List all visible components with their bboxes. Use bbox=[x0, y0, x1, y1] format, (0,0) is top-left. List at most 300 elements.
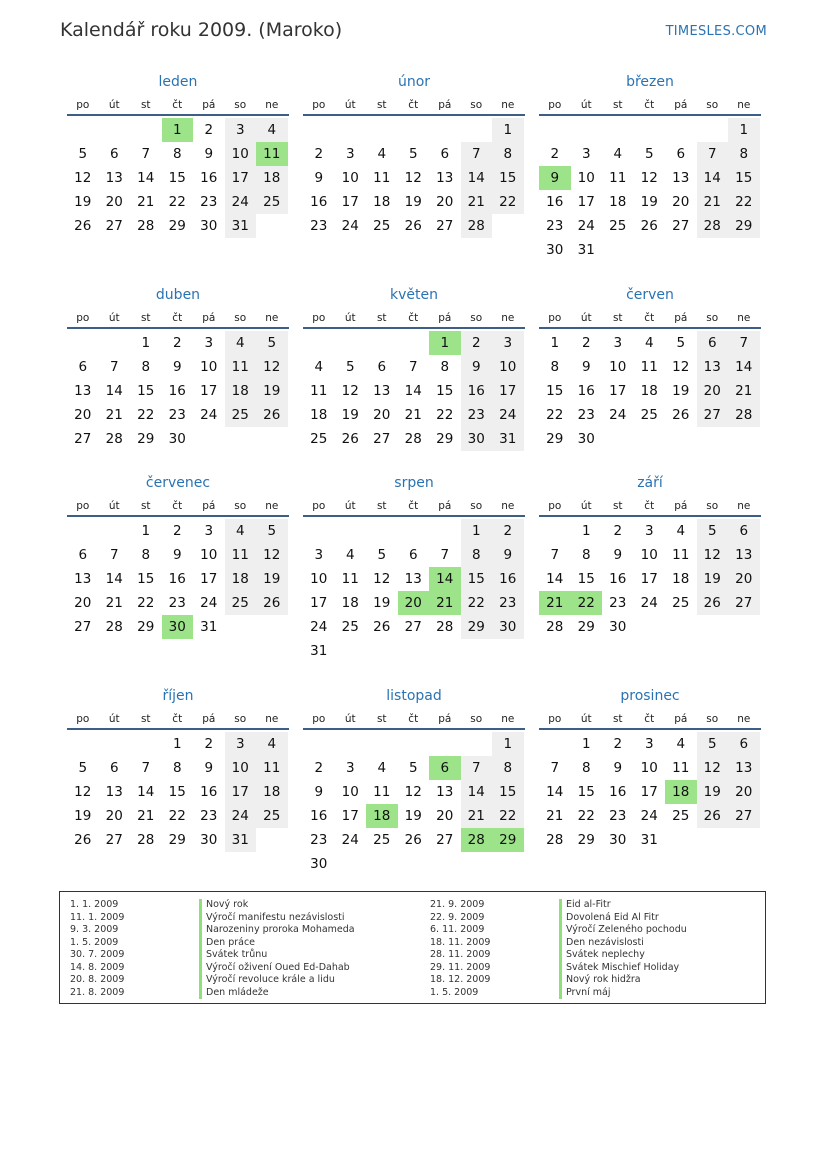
day-cell: 25 bbox=[640, 407, 658, 423]
weekday-label: út bbox=[344, 500, 356, 512]
empty-cell bbox=[429, 732, 461, 756]
weekday-label: so bbox=[470, 99, 483, 111]
day-cell: 19 bbox=[256, 567, 288, 591]
weekday-header bbox=[303, 710, 525, 730]
day-cell: 12 bbox=[404, 784, 422, 800]
day-cell: 26 bbox=[404, 218, 422, 234]
weekday-label: po bbox=[548, 713, 562, 725]
empty-cell bbox=[67, 519, 99, 543]
legend-date: 6. 11. 2009 bbox=[430, 924, 485, 935]
day-cell: 30 bbox=[200, 218, 218, 234]
weekday-header bbox=[67, 96, 289, 116]
day-cell: 23 bbox=[609, 595, 627, 611]
day-cell: 21 bbox=[461, 804, 493, 828]
weekday-label: ne bbox=[501, 99, 515, 111]
legend-holiday-name: Svátek Mischief Holiday bbox=[559, 962, 687, 975]
weekday-label: út bbox=[344, 99, 356, 111]
day-cell: 27 bbox=[672, 218, 690, 234]
holiday-legend bbox=[59, 891, 766, 1004]
day-cell: 27 bbox=[436, 832, 454, 848]
day-cell: 24 bbox=[341, 832, 359, 848]
day-cell: 21 bbox=[546, 808, 564, 824]
day-cell: 7 bbox=[550, 547, 560, 563]
day-cell: 24 bbox=[341, 218, 359, 234]
month-title: srpen bbox=[394, 475, 434, 491]
weekday-label: ne bbox=[501, 500, 515, 512]
month-title: únor bbox=[397, 74, 431, 90]
weekday-label: pá bbox=[202, 312, 216, 324]
day-cell: 7 bbox=[728, 331, 760, 355]
legend-date: 20. 8. 2009 bbox=[70, 974, 125, 985]
empty-cell bbox=[99, 732, 131, 756]
day-cell: 12 bbox=[256, 543, 288, 567]
weekday-label: st bbox=[376, 713, 387, 725]
day-cell: 17 bbox=[640, 571, 658, 587]
weekday-label: so bbox=[706, 500, 719, 512]
day-cell: 13 bbox=[728, 756, 760, 780]
empty-cell bbox=[99, 331, 131, 355]
day-cell: 18 bbox=[341, 595, 359, 611]
weekday-label: pá bbox=[438, 99, 452, 111]
day-cell: 8 bbox=[492, 142, 524, 166]
day-cell: 18 bbox=[225, 379, 257, 403]
day-cell: 16 bbox=[310, 194, 328, 210]
day-cell: 29 bbox=[728, 214, 760, 238]
day-cell: 25 bbox=[373, 832, 391, 848]
weekday-label: po bbox=[312, 713, 326, 725]
legend-holiday-name: Svátek neplechy bbox=[559, 949, 687, 962]
weekday-label: st bbox=[612, 500, 623, 512]
day-cell: 29 bbox=[137, 619, 155, 635]
day-cell: 4 bbox=[345, 547, 355, 563]
day-cell: 23 bbox=[577, 407, 595, 423]
day-cell: 7 bbox=[141, 146, 151, 162]
day-cell: 14 bbox=[697, 166, 729, 190]
day-cell: 23 bbox=[546, 218, 564, 234]
day-cell: 20 bbox=[728, 567, 760, 591]
day-cell: 4 bbox=[377, 146, 387, 162]
day-cell: 15 bbox=[577, 571, 595, 587]
day-cell: 30 bbox=[546, 242, 564, 258]
legend-right-names bbox=[559, 899, 687, 999]
day-cell: 22 bbox=[168, 194, 186, 210]
day-cell: 2 bbox=[204, 122, 214, 138]
day-cell: 29 bbox=[461, 615, 493, 639]
weekday-label: pá bbox=[674, 500, 688, 512]
day-cell: 15 bbox=[492, 166, 524, 190]
day-cell: 5 bbox=[377, 547, 387, 563]
day-cell: 13 bbox=[436, 784, 454, 800]
day-cell: 17 bbox=[310, 595, 328, 611]
day-cell: 24 bbox=[577, 218, 595, 234]
weekday-label: čt bbox=[644, 99, 655, 111]
empty-cell bbox=[130, 118, 162, 142]
day-cell: 24 bbox=[609, 407, 627, 423]
day-cell: 15 bbox=[168, 784, 186, 800]
day-cell: 14 bbox=[105, 383, 123, 399]
day-grid bbox=[539, 519, 761, 639]
day-cell: 8 bbox=[492, 756, 524, 780]
month-title: březen bbox=[626, 74, 674, 90]
day-cell: 18 bbox=[672, 571, 690, 587]
day-cell: 11 bbox=[310, 383, 328, 399]
day-cell: 2 bbox=[204, 736, 214, 752]
holiday-day-cell: 14 bbox=[429, 567, 461, 591]
day-cell: 24 bbox=[225, 190, 257, 214]
day-cell: 6 bbox=[408, 547, 418, 563]
day-cell: 7 bbox=[461, 756, 493, 780]
day-cell: 14 bbox=[546, 571, 564, 587]
weekday-label: po bbox=[76, 500, 90, 512]
day-cell: 12 bbox=[341, 383, 359, 399]
day-cell: 20 bbox=[436, 808, 454, 824]
day-cell: 22 bbox=[137, 595, 155, 611]
day-cell: 19 bbox=[404, 194, 422, 210]
day-cell: 23 bbox=[200, 194, 218, 210]
day-cell: 16 bbox=[609, 571, 627, 587]
weekday-label: st bbox=[376, 500, 387, 512]
day-cell: 3 bbox=[345, 146, 355, 162]
day-cell: 13 bbox=[436, 170, 454, 186]
day-cell: 15 bbox=[577, 784, 595, 800]
holiday-day-cell: 1 bbox=[429, 331, 461, 355]
day-cell: 21 bbox=[105, 407, 123, 423]
day-cell: 5 bbox=[408, 760, 418, 776]
day-cell: 31 bbox=[577, 242, 595, 258]
weekday-label: út bbox=[344, 312, 356, 324]
day-cell: 27 bbox=[728, 804, 760, 828]
legend-holiday-name: První máj bbox=[559, 987, 687, 1000]
day-cell: 8 bbox=[172, 760, 182, 776]
day-cell: 8 bbox=[440, 359, 450, 375]
empty-cell bbox=[303, 331, 335, 355]
day-cell: 5 bbox=[78, 760, 88, 776]
day-cell: 1 bbox=[581, 736, 591, 752]
day-cell: 8 bbox=[172, 146, 182, 162]
legend-left-names bbox=[199, 899, 355, 999]
legend-date: 28. 11. 2009 bbox=[430, 949, 491, 960]
day-cell: 4 bbox=[225, 519, 257, 543]
day-grid bbox=[303, 118, 525, 238]
day-cell: 23 bbox=[461, 403, 493, 427]
day-cell: 2 bbox=[172, 523, 182, 539]
weekday-label: čt bbox=[172, 500, 183, 512]
day-cell: 12 bbox=[373, 571, 391, 587]
day-cell: 20 bbox=[436, 194, 454, 210]
month-listopad bbox=[303, 686, 525, 876]
day-cell: 8 bbox=[581, 547, 591, 563]
legend-holiday-name: Svátek trůnu bbox=[199, 949, 355, 962]
brand-link[interactable]: TIMESLES.COM bbox=[665, 24, 767, 39]
weekday-label: po bbox=[312, 99, 326, 111]
day-cell: 24 bbox=[200, 595, 218, 611]
day-cell: 17 bbox=[341, 194, 359, 210]
month-leden bbox=[67, 72, 289, 238]
day-cell: 8 bbox=[550, 359, 560, 375]
day-cell: 10 bbox=[609, 359, 627, 375]
weekday-label: ne bbox=[265, 312, 279, 324]
day-cell: 6 bbox=[78, 547, 88, 563]
day-cell: 2 bbox=[461, 331, 493, 355]
day-cell: 24 bbox=[640, 595, 658, 611]
day-cell: 30 bbox=[310, 856, 328, 872]
day-cell: 4 bbox=[225, 331, 257, 355]
weekday-label: út bbox=[580, 99, 592, 111]
day-cell: 3 bbox=[345, 760, 355, 776]
day-cell: 11 bbox=[373, 784, 391, 800]
day-cell: 18 bbox=[310, 407, 328, 423]
empty-cell bbox=[366, 118, 398, 142]
day-cell: 27 bbox=[74, 431, 92, 447]
weekday-label: út bbox=[580, 312, 592, 324]
empty-cell bbox=[539, 118, 571, 142]
month-title: leden bbox=[158, 74, 198, 90]
day-grid bbox=[303, 732, 525, 876]
weekday-label: ne bbox=[265, 500, 279, 512]
weekday-label: ne bbox=[737, 312, 751, 324]
empty-cell bbox=[335, 331, 367, 355]
holiday-day-cell: 21 bbox=[429, 591, 461, 615]
day-cell: 27 bbox=[74, 619, 92, 635]
day-cell: 9 bbox=[613, 547, 623, 563]
month-title: duben bbox=[155, 287, 201, 303]
day-cell: 24 bbox=[310, 619, 328, 635]
day-cell: 31 bbox=[200, 619, 218, 635]
day-cell: 21 bbox=[697, 190, 729, 214]
weekday-label: so bbox=[706, 713, 719, 725]
day-cell: 29 bbox=[168, 832, 186, 848]
empty-cell bbox=[398, 732, 430, 756]
day-cell: 31 bbox=[225, 828, 257, 852]
day-cell: 26 bbox=[74, 218, 92, 234]
day-grid bbox=[539, 732, 761, 852]
empty-cell bbox=[398, 118, 430, 142]
empty-cell bbox=[398, 331, 430, 355]
day-cell: 2 bbox=[613, 523, 623, 539]
day-cell: 19 bbox=[341, 407, 359, 423]
day-cell: 22 bbox=[492, 804, 524, 828]
holiday-day-cell: 18 bbox=[366, 804, 398, 828]
day-cell: 1 bbox=[461, 519, 493, 543]
weekday-header bbox=[539, 710, 761, 730]
weekday-label: čt bbox=[408, 99, 419, 111]
day-cell: 14 bbox=[105, 571, 123, 587]
day-cell: 28 bbox=[137, 832, 155, 848]
day-cell: 10 bbox=[225, 756, 257, 780]
day-cell: 19 bbox=[373, 595, 391, 611]
empty-cell bbox=[697, 118, 729, 142]
day-cell: 12 bbox=[404, 170, 422, 186]
day-cell: 25 bbox=[225, 591, 257, 615]
day-cell: 3 bbox=[225, 118, 257, 142]
day-cell: 17 bbox=[200, 383, 218, 399]
weekday-label: st bbox=[376, 312, 387, 324]
day-cell: 31 bbox=[640, 832, 658, 848]
day-cell: 27 bbox=[373, 431, 391, 447]
day-cell: 6 bbox=[676, 146, 686, 162]
weekday-label: út bbox=[108, 500, 120, 512]
day-cell: 17 bbox=[492, 379, 524, 403]
legend-holiday-name: Výročí manifestu nezávislosti bbox=[199, 912, 355, 925]
day-cell: 26 bbox=[256, 591, 288, 615]
day-grid bbox=[67, 331, 289, 451]
legend-date: 9. 3. 2009 bbox=[70, 924, 119, 935]
day-grid bbox=[67, 519, 289, 639]
day-cell: 13 bbox=[672, 170, 690, 186]
day-cell: 19 bbox=[74, 194, 92, 210]
day-cell: 18 bbox=[373, 194, 391, 210]
day-cell: 16 bbox=[546, 194, 564, 210]
day-cell: 16 bbox=[609, 784, 627, 800]
day-cell: 13 bbox=[697, 355, 729, 379]
day-cell: 20 bbox=[74, 595, 92, 611]
day-cell: 28 bbox=[546, 619, 564, 635]
weekday-label: pá bbox=[674, 713, 688, 725]
day-cell: 16 bbox=[168, 571, 186, 587]
day-cell: 10 bbox=[200, 547, 218, 563]
weekday-label: ne bbox=[737, 713, 751, 725]
weekday-label: so bbox=[234, 500, 247, 512]
legend-holiday-name: Den nezávislosti bbox=[559, 937, 687, 950]
day-cell: 10 bbox=[341, 170, 359, 186]
day-cell: 14 bbox=[461, 780, 493, 804]
month-březen bbox=[539, 72, 761, 262]
empty-cell bbox=[634, 118, 666, 142]
day-cell: 15 bbox=[728, 166, 760, 190]
day-cell: 2 bbox=[172, 335, 182, 351]
day-cell: 4 bbox=[613, 146, 623, 162]
day-cell: 1 bbox=[728, 118, 760, 142]
day-cell: 8 bbox=[461, 543, 493, 567]
day-cell: 4 bbox=[644, 335, 654, 351]
weekday-label: so bbox=[234, 312, 247, 324]
day-cell: 5 bbox=[256, 331, 288, 355]
day-cell: 30 bbox=[609, 832, 627, 848]
day-cell: 28 bbox=[105, 431, 123, 447]
day-cell: 4 bbox=[676, 523, 686, 539]
legend-holiday-name: Den mládeže bbox=[199, 987, 355, 1000]
day-cell: 29 bbox=[546, 431, 564, 447]
day-cell: 11 bbox=[225, 543, 257, 567]
weekday-label: so bbox=[706, 99, 719, 111]
weekday-header bbox=[303, 309, 525, 329]
day-cell: 1 bbox=[141, 523, 151, 539]
day-cell: 1 bbox=[492, 732, 524, 756]
day-cell: 6 bbox=[728, 732, 760, 756]
day-cell: 25 bbox=[256, 804, 288, 828]
day-cell: 20 bbox=[74, 407, 92, 423]
day-cell: 31 bbox=[225, 214, 257, 238]
day-cell: 7 bbox=[109, 359, 119, 375]
day-cell: 18 bbox=[609, 194, 627, 210]
weekday-label: pá bbox=[674, 99, 688, 111]
weekday-label: so bbox=[234, 99, 247, 111]
empty-cell bbox=[303, 519, 335, 543]
day-cell: 28 bbox=[697, 214, 729, 238]
weekday-header bbox=[539, 96, 761, 116]
day-cell: 9 bbox=[581, 359, 591, 375]
day-cell: 15 bbox=[137, 383, 155, 399]
day-cell: 3 bbox=[225, 732, 257, 756]
day-cell: 5 bbox=[78, 146, 88, 162]
day-cell: 1 bbox=[141, 335, 151, 351]
day-cell: 15 bbox=[436, 383, 454, 399]
day-cell: 3 bbox=[581, 146, 591, 162]
day-cell: 30 bbox=[461, 427, 493, 451]
weekday-label: po bbox=[312, 312, 326, 324]
day-cell: 16 bbox=[200, 170, 218, 186]
legend-date: 1. 5. 2009 bbox=[70, 936, 119, 948]
weekday-label: so bbox=[470, 713, 483, 725]
day-cell: 20 bbox=[373, 407, 391, 423]
day-cell: 1 bbox=[581, 523, 591, 539]
day-cell: 22 bbox=[168, 808, 186, 824]
weekday-label: st bbox=[612, 99, 623, 111]
weekday-label: st bbox=[612, 312, 623, 324]
day-cell: 30 bbox=[577, 431, 595, 447]
weekday-label: čt bbox=[172, 312, 183, 324]
day-cell: 11 bbox=[225, 355, 257, 379]
day-cell: 25 bbox=[373, 218, 391, 234]
holiday-day-cell: 1 bbox=[162, 118, 194, 142]
day-cell: 29 bbox=[577, 619, 595, 635]
month-title: říjen bbox=[162, 688, 194, 704]
day-cell: 28 bbox=[728, 403, 760, 427]
day-cell: 28 bbox=[137, 218, 155, 234]
day-cell: 1 bbox=[550, 335, 560, 351]
empty-cell bbox=[366, 331, 398, 355]
day-cell: 13 bbox=[105, 170, 123, 186]
day-cell: 12 bbox=[672, 359, 690, 375]
day-cell: 25 bbox=[256, 190, 288, 214]
day-cell: 28 bbox=[105, 619, 123, 635]
day-cell: 28 bbox=[404, 431, 422, 447]
empty-cell bbox=[99, 118, 131, 142]
day-cell: 21 bbox=[404, 407, 422, 423]
day-cell: 19 bbox=[672, 383, 690, 399]
day-cell: 9 bbox=[314, 784, 324, 800]
day-cell: 26 bbox=[256, 403, 288, 427]
day-cell: 5 bbox=[345, 359, 355, 375]
legend-date: 11. 1. 2009 bbox=[70, 911, 125, 923]
legend-date: 1. 1. 2009 bbox=[70, 899, 119, 910]
day-cell: 14 bbox=[461, 166, 493, 190]
day-cell: 21 bbox=[461, 190, 493, 214]
weekday-label: čt bbox=[644, 500, 655, 512]
day-cell: 27 bbox=[728, 591, 760, 615]
day-cell: 17 bbox=[341, 808, 359, 824]
day-cell: 19 bbox=[74, 808, 92, 824]
weekday-header bbox=[67, 309, 289, 329]
holiday-day-cell: 29 bbox=[492, 828, 524, 852]
weekday-label: st bbox=[140, 713, 151, 725]
day-cell: 19 bbox=[640, 194, 658, 210]
legend-date: 14. 8. 2009 bbox=[70, 961, 125, 973]
weekday-label: so bbox=[234, 713, 247, 725]
day-cell: 17 bbox=[577, 194, 595, 210]
day-cell: 2 bbox=[550, 146, 560, 162]
holiday-day-cell: 18 bbox=[665, 780, 697, 804]
weekday-label: st bbox=[140, 500, 151, 512]
day-cell: 9 bbox=[461, 355, 493, 379]
day-cell: 26 bbox=[640, 218, 658, 234]
day-grid bbox=[539, 331, 761, 451]
day-cell: 6 bbox=[728, 519, 760, 543]
day-cell: 6 bbox=[109, 760, 119, 776]
day-cell: 4 bbox=[256, 732, 288, 756]
legend-holiday-name: Nový rok hidžra bbox=[559, 974, 687, 987]
day-cell: 8 bbox=[581, 760, 591, 776]
